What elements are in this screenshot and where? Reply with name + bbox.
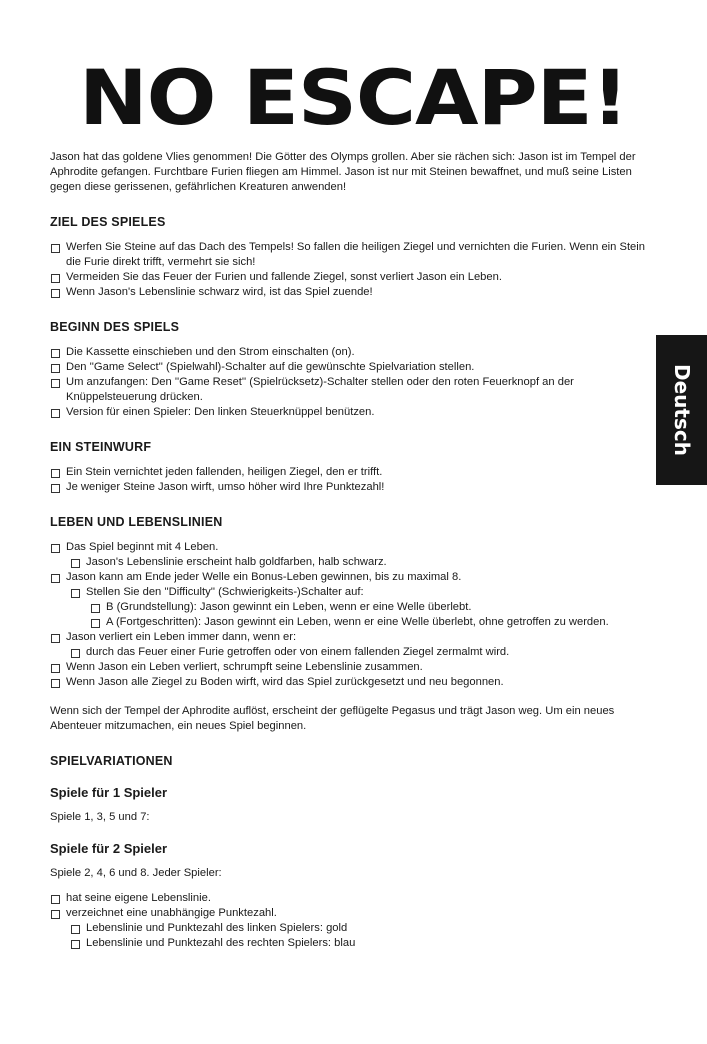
two-player-list <box>50 891 646 951</box>
section-heading-steinwurf: EIN STEINWURF <box>50 440 152 454</box>
ziel-list <box>50 240 646 300</box>
game-title: NO ESCAPE! <box>79 53 628 142</box>
section-heading-beginn: BEGINN DES SPIELS <box>50 320 180 334</box>
list-item: Den ''Game Select'' (Spielwahl)-Schalter auf die gewünschte Spielvariation stellen. <box>50 360 646 375</box>
section-heading-leben: LEBEN UND LEBENSLINIEN <box>50 515 223 529</box>
manual-content <box>50 150 646 951</box>
language-tab-label: Deutsch <box>669 364 694 456</box>
list-item: Wenn Jason's Lebenslinie schwarz wird, ist das Spiel zuende! <box>50 285 646 300</box>
list-item: Werfen Sie Steine auf das Dach des Tempels! So fallen die heiligen Ziegel und vernichten die Furien. Wenn ein Stein die Furie direkt trifft, vermehrt sie sich! <box>50 240 646 270</box>
list-item: B (Grundstellung): Jason gewinnt ein Leben, wenn er eine Welle überlebt. <box>90 600 646 615</box>
steinwurf-list <box>50 465 646 495</box>
list-item: Wenn Jason ein Leben verliert, schrumpft seine Lebenslinie zusammen. <box>50 660 646 675</box>
section-heading-ziel: ZIEL DES SPIELES <box>50 215 166 229</box>
intro-paragraph: Jason hat das goldene Vlies genommen! Die Götter des Olymps grollen. Aber sie rächen sich: Jason ist im Tempel der Aphrodite gefangen. Furchtbare Furien fliegen am Himmel. Jason ist nur mit Steinen bewaffnet, und muß seine Listen gegen diese gerissenen, gefährlichen Kreaturen anwenden! <box>50 151 636 193</box>
list-item: A (Fortgeschritten): Jason gewinnt ein Leben, wenn er eine Welle überlebt, ohne getroffen zu werden. <box>90 615 646 630</box>
list-item: Je weniger Steine Jason wirft, umso höher wird Ihre Punktezahl! <box>50 480 646 495</box>
list-item: Jason's Lebenslinie erscheint halb goldfarben, halb schwarz. <box>70 555 646 570</box>
list-item: hat seine eigene Lebenslinie. <box>50 891 646 906</box>
list-item: Jason verliert ein Leben immer dann, wenn er: <box>50 630 646 645</box>
list-item: Die Kassette einschieben und den Strom einschalten (on). <box>50 345 646 360</box>
list-item: Wenn Jason alle Ziegel zu Boden wirft, wird das Spiel zurückgesetzt und neu begonnen. <box>50 675 646 690</box>
list-item: Das Spiel beginnt mit 4 Leben. <box>50 540 646 555</box>
beginn-list <box>50 345 646 420</box>
one-player-text: Spiele 1, 3, 5 und 7: <box>50 811 150 823</box>
list-item: Vermeiden Sie das Feuer der Furien und fallende Ziegel, sonst verliert Jason ein Leben. <box>50 270 646 285</box>
subheading-one-player: Spiele für 1 Spieler <box>50 785 168 800</box>
list-item: Version für einen Spieler: Den linken Steuerknüppel benützen. <box>50 405 646 420</box>
list-item: Stellen Sie den ''Difficulty'' (Schwierigkeits-)Schalter auf: <box>70 585 646 600</box>
leben-closing-paragraph: Wenn sich der Tempel der Aphrodite auflöst, erscheint der geflügelte Pegasus und trägt Jason weg. Um ein neues Abenteuer mitzumachen, ein neues Spiel beginnen. <box>50 705 615 732</box>
list-item: Um anzufangen: Den ''Game Reset'' (Spielrücksetz)-Schalter stellen oder den roten Feuerknopf an der Knüppelsteuerung drücken. <box>50 375 646 405</box>
two-player-text: Spiele 2, 4, 6 und 8. Jeder Spieler: <box>50 867 222 879</box>
subheading-two-player: Spiele für 2 Spieler <box>50 841 168 856</box>
leben-list <box>50 540 646 690</box>
language-tab <box>656 335 707 485</box>
list-item: Jason kann am Ende jeder Welle ein Bonus-Leben gewinnen, bis zu maximal 8. <box>50 570 646 585</box>
list-item: durch das Feuer einer Furie getroffen oder von einem fallenden Ziegel zermalmt wird. <box>70 645 646 660</box>
list-item: verzeichnet eine unabhängige Punktezahl. <box>50 906 646 921</box>
section-heading-variationen: SPIELVARIATIONEN <box>50 754 173 768</box>
list-item: Ein Stein vernichtet jeden fallenden, heiligen Ziegel, den er trifft. <box>50 465 646 480</box>
list-item: Lebenslinie und Punktezahl des rechten Spielers: blau <box>70 936 646 951</box>
list-item: Lebenslinie und Punktezahl des linken Spielers: gold <box>70 921 646 936</box>
